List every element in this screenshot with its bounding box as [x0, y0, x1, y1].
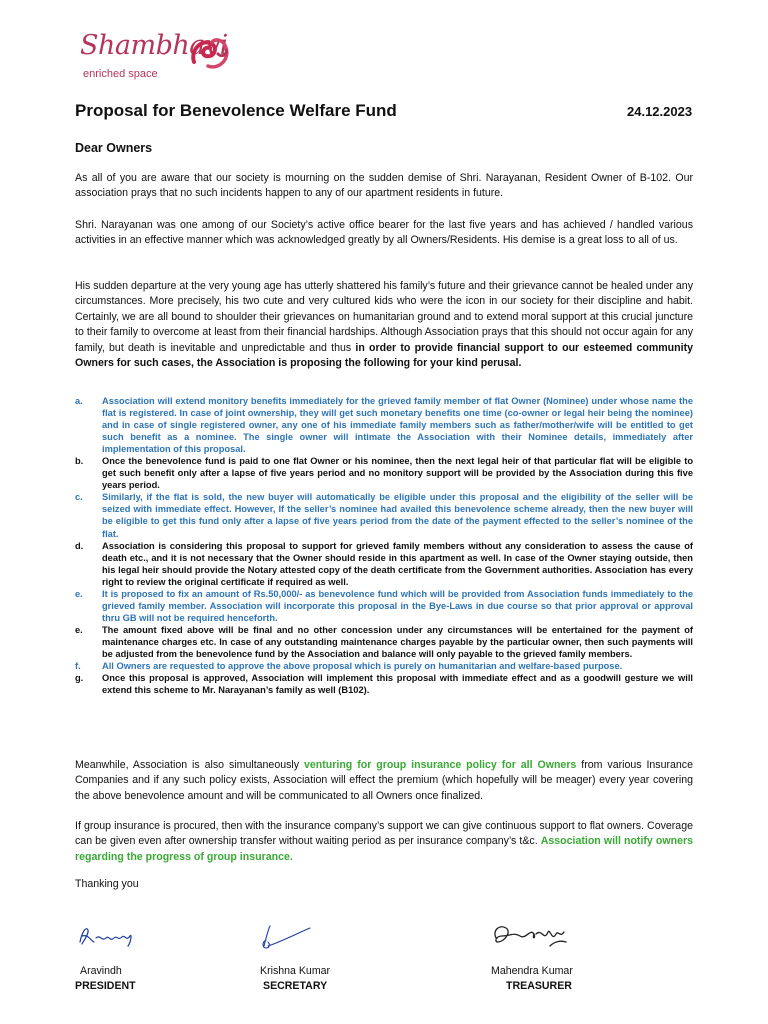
- list-item: [75, 491, 693, 539]
- list-item-text: All Owners are requested to approve the above proposal which is purely on humanitarian and welfare-based purpose.: [102, 661, 623, 672]
- closing-thanking: Thanking you: [75, 878, 139, 890]
- logo-swirl-icon: [188, 32, 232, 72]
- signatory-name-president: Aravindh: [80, 965, 122, 977]
- shambhavi-logo: [80, 28, 230, 88]
- logo-tagline: enriched space: [83, 68, 158, 80]
- logo-brand: Shambhavi: [80, 30, 228, 61]
- paragraph-5-highlight: Association will notify owners regarding the progress of group insurance.: [75, 835, 693, 863]
- list-item-text: Once the benevolence fund is paid to one flat Owner or his nominee, then the next legal heir of that particular flat will be eligible to get such benefit only after a lapse of five years period and no monitory support will be provided by the Association during this five years period.: [102, 456, 693, 491]
- list-item-text: It is proposed to fix an amount of Rs.50,000/- as benevolence fund which will be provided from Association funds immediately to the grieved family member. Association will incorporate this proposal in the Bye-Laws in due course so that prior approval or approval thru GB will not be required henceforth.: [102, 588, 693, 623]
- list-item-text: Association is considering this proposal to support for grieved family members without any consideration to assess the cause of death etc., and it is not necessary that the Owner should reside in this apartment as well. In case of the Owner staying outside, then his legal heir should provide the Notary attested copy of the death certificate from the Government authorities. Association has every right to review the original certificate if required as well.: [102, 540, 693, 587]
- list-item-marker: c.: [75, 492, 83, 503]
- list-item-marker: e.: [75, 624, 83, 635]
- signature-secretary-icon: [256, 922, 316, 952]
- list-item-marker: g.: [75, 673, 84, 684]
- list-item-text: Once this proposal is approved, Association will implement this proposal with immediate effect and as a goodwill gesture we will extend this scheme to Mr. Narayanan’s family as well (B102).: [102, 673, 693, 696]
- signatory-role-treasurer: TREASURER: [506, 980, 572, 992]
- signature-president-icon: [76, 922, 136, 950]
- paragraph-3-bold-text: in order to provide financial support to our esteemed community Owners for such cases, the Association is proposing the following for your kind perusal.: [75, 341, 693, 370]
- paragraph-3: [75, 279, 693, 371]
- list-item: [75, 624, 693, 660]
- list-item-marker: d.: [75, 540, 84, 551]
- paragraph-1: As all of you are aware that our society is mourning on the sudden demise of Shri. Narayanan, Resident Owner of B-102. Our association prays that no such incidents happen to any of our apartment residents in future.: [75, 172, 693, 200]
- signature-treasurer: [490, 920, 576, 952]
- list-item-text: Association will extend monitory benefits immediately for the grieved family member of flat Owner (Nominee) under whose name the flat is registered. In case of joint ownership, they will get such monetary benefits one time (co-owner or legal heir being the nominee) and in case of single registered owner, any one of his immediate family members such as father/mother/wife will be entitled to get such benefit as a nominee. The single owner will intimate the Association with their Nominee details, immediately after implementation of this proposal.: [102, 396, 693, 455]
- list-item: [75, 395, 693, 455]
- signature-secretary: [256, 922, 316, 952]
- signatory-role-president: PRESIDENT: [75, 980, 136, 992]
- proposal-list: [75, 395, 693, 696]
- list-item-marker: a.: [75, 396, 83, 406]
- signature-treasurer-icon: [490, 920, 576, 952]
- list-item-marker: e.: [75, 588, 83, 599]
- paragraph-2: Shri. Narayanan was one among of our Society’s active office bearer for the last five years and has achieved / handled various activities in an effective manner which was acknowledged greatly by all Owners/Residents. His demise is a great loss to all of us.: [75, 219, 693, 247]
- signatory-name-secretary: Krishna Kumar: [260, 965, 331, 977]
- signatory-role-secretary: SECRETARY: [263, 980, 328, 992]
- paragraph-4: [75, 758, 693, 804]
- paragraph-4-text-a: Meanwhile, Association is also simultaneously: [75, 759, 304, 771]
- list-item-marker: b.: [75, 456, 84, 467]
- signatory-name-treasurer: Mahendra Kumar: [491, 965, 573, 977]
- list-item-marker: f.: [75, 661, 81, 672]
- paragraph-3-text: His sudden departure at the very young age has utterly shattered his family’s future and their grievance cannot be healed under any circumstances. More precisely, his two cute and very cultured kids who were the icon in our society for their discipline and habit. Certainly, we are all bound to shoulder their grievances on humanitarian ground and to extend moral support at this crucial juncture to their family to overcome at least from their financial hardships. Although Association prays that this should not occur again for any family, but death is inevitable and unpredictable and thus: [75, 280, 693, 354]
- document-title: Proposal for Benevolence Welfare Fund: [75, 101, 397, 120]
- paragraph-5-text: If group insurance is procured, then with the insurance company’s support we can give continuous support to flat owners. Coverage can be given even after ownership transfer without waiting period as per insurance company’s t&c.: [75, 820, 693, 848]
- paragraph-4-highlight: venturing for group insurance policy for all Owners: [304, 759, 577, 771]
- list-item: [75, 455, 693, 491]
- list-item-text: The amount fixed above will be final and no other concession under any circumstances will be entertained for the payment of maintenance charges etc. In case of any outstanding maintenance charges payable by the particular owner, then such payments will be adjusted from the benevolence fund by the Association and balance will only payable to the grieved family members.: [102, 624, 693, 659]
- signature-president: [76, 922, 136, 950]
- paragraph-4-text-b: from various Insurance Companies and if any such policy exists, Association will effect the premium (which hopefully will be meager) every year covering the above benevolence amount and will be communicated to all Owners once finalized.: [75, 759, 694, 802]
- list-item-text: Similarly, if the flat is sold, the new buyer will automatically be eligible under this proposal and the eligibility of the seller will be seized with immediate effect. However, If the seller’s nominee had availed this benevolence scheme already, then the new buyer will be eligible to get this fund only after a lapse of five years period from the date of the payment effected to the seller’s nominee of the flat.: [102, 492, 693, 539]
- paragraph-5: [75, 819, 693, 865]
- document-date: 24.12.2023: [627, 104, 693, 119]
- salutation: Dear Owners: [75, 141, 153, 155]
- list-item: [75, 660, 693, 672]
- list-item: [75, 672, 693, 696]
- list-item: [75, 540, 693, 588]
- list-item: [75, 588, 693, 624]
